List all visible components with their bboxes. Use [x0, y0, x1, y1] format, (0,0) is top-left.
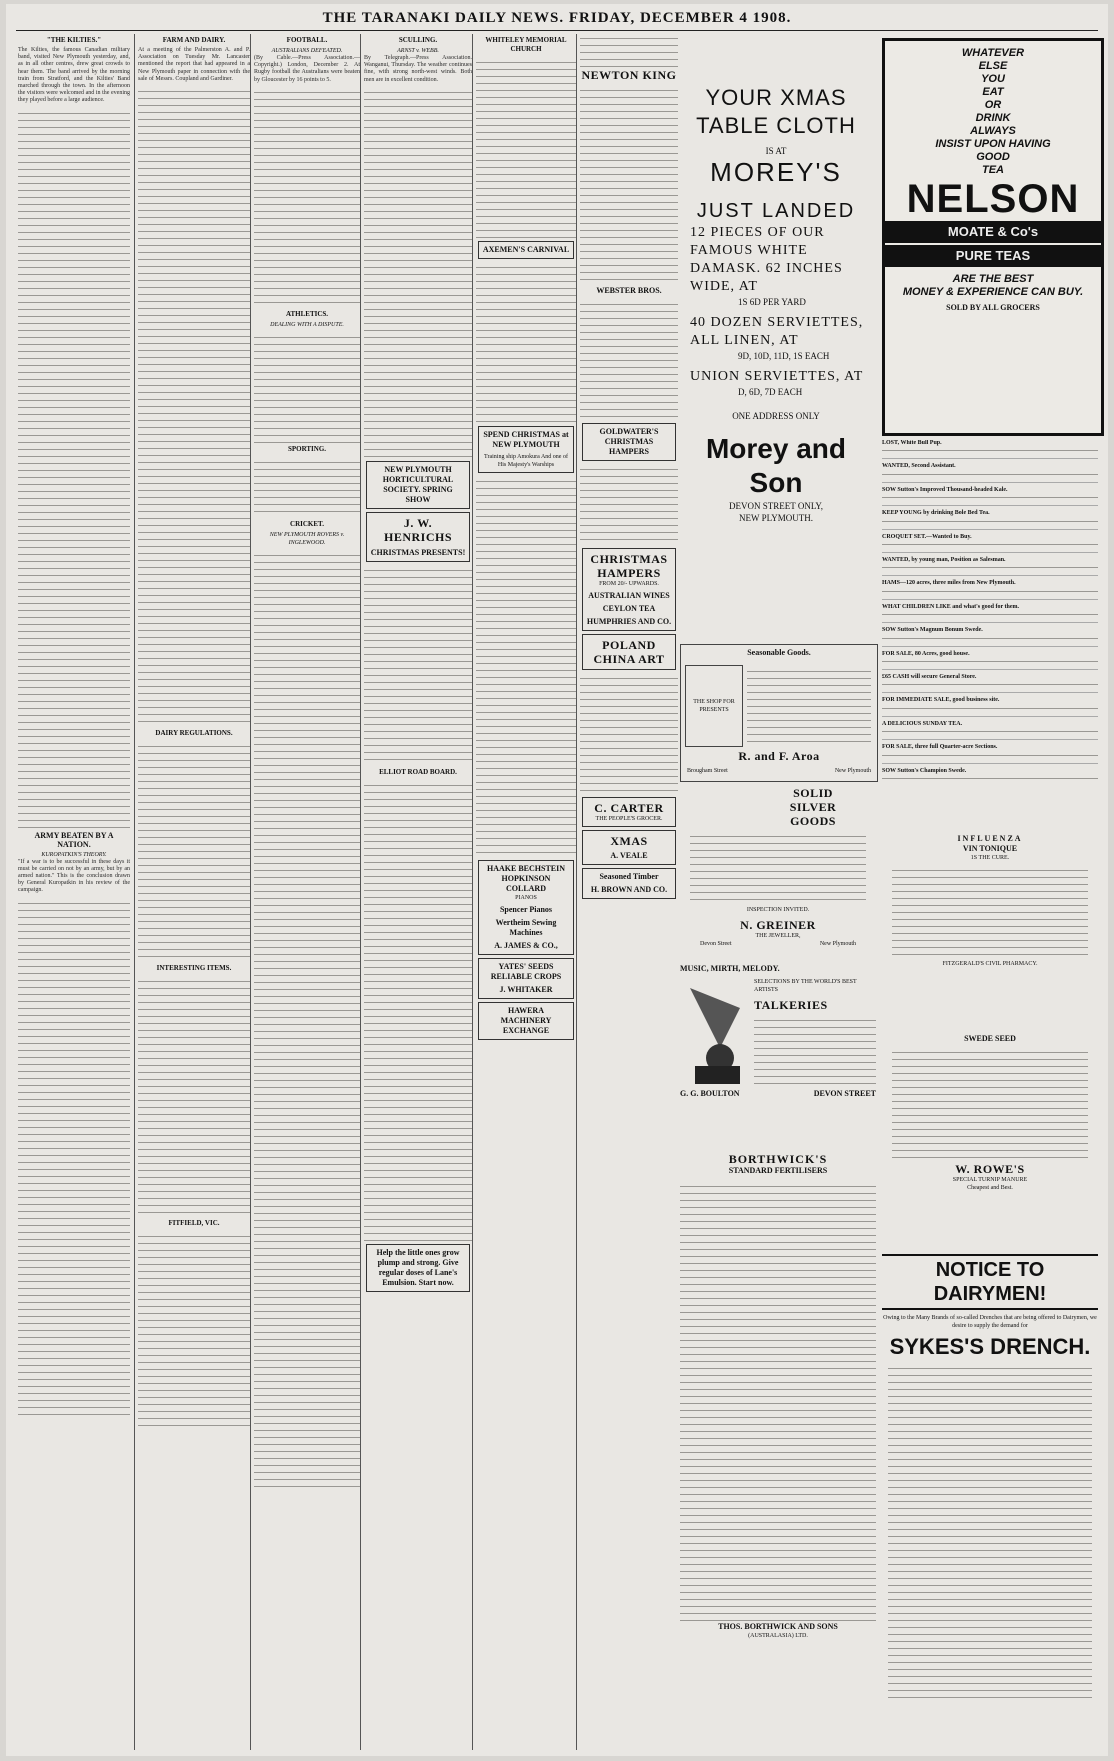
nelson-pure: PURE TEAS — [885, 245, 1101, 267]
nelson-are: ARE THE BEST — [952, 273, 1034, 285]
interesting-heading: INTERESTING ITEMS. — [156, 964, 232, 973]
column-ads-1 — [472, 34, 576, 1750]
classified-item: A DELICIOUS SUNDAY TEA. — [882, 721, 1098, 740]
horticultural-ad: NEW PLYMOUTH HORTICULTURAL SOCIETY. SPRING SHOW — [366, 461, 470, 509]
nelson-tea-ad: WHATEVER ELSE YOU EAT OR DRINK ALWAYS INSIST UPON HAVING GOOD TEA NELSON MOATE & Co's PURE TEAS ARE THE BEST MONEY & EXPERIENCE CAN BUY. SOLD BY ALL GROCERS — [882, 38, 1104, 436]
army-body: "If a war is to be successful in these days it must be carried on not by an army, but by an armed nation." This is the conclusion drawn by General Kuropatkin in his review of the campaign. — [18, 858, 130, 894]
morey-firm: Morey and Son — [705, 433, 847, 498]
classified-item: HAMS—120 acres, three miles from New Plymouth. — [882, 580, 1098, 599]
classified-item: FOR SALE, three full Quarter-acre Sections. — [882, 744, 1098, 763]
athletics-subheading: DEALING WITH A DISPUTE. — [270, 321, 344, 328]
morey-body1: 12 PIECES OF OUR FAMOUS WHITE DAMASK. 62 INCHES WIDE, AT — [690, 225, 843, 294]
influenza-ad: INFLUENZA VIN TONIQUE 1S THE CURE. FITZGERALD'S CIVIL PHARMACY. — [882, 834, 1098, 968]
sculling-body: By Telegraph.—Press Association. Wanganui, Thursday. The weather continues fine, with strong north-west winds. Both men are in excellent condition. — [364, 55, 472, 83]
yates-ad: YATES' SEEDS RELIABLE CROPS J. WHITAKER — [478, 958, 574, 999]
lanes-emulsion-ad: Help the little ones grow plump and strong. Give regular doses of Lane's Emulsion. Start now. — [366, 1244, 470, 1292]
timber-ad: Seasoned Timber H. BROWN AND CO. — [582, 868, 676, 899]
aroa-street: Brougham Street — [687, 768, 728, 774]
greiner-name: N. GREINER — [740, 918, 816, 932]
greiner-ad: SOLID SILVER GOODS INSPECTION INVITED. N. GREINER THE JEWELLER, Devon Street New Plymouth — [680, 786, 876, 948]
masthead: THE TARANAKI DAILY NEWS. FRIDAY, DECEMBER 4 1908. — [322, 10, 792, 26]
kilties-body: The Kilties, the famous Canadian military band, visited New Plymouth yesterday, and, as in all other centres, drew great crowds to hear them. The band arrived by the morning train from Stratford, and the Kilties' Band marched through the town. In the afternoon the visitors were welcomed and in the evening they played before a large audience. — [18, 47, 130, 104]
newspaper-page — [6, 4, 1108, 1756]
column-kilties — [18, 34, 130, 1750]
whiteley-heading: WHITELEY MEMORIAL CHURCH — [485, 36, 567, 53]
morey-line1: YOUR XMAS — [705, 85, 847, 110]
classified-item: FOR SALE, 80 Acres, good house. — [882, 651, 1098, 670]
nelson-brand: NELSON — [906, 177, 1080, 221]
morey-is: IS AT — [765, 146, 787, 156]
hawera-ad: HAWERA MACHINERY EXCHANGE — [478, 1002, 574, 1040]
seasonable-ad — [680, 644, 878, 782]
morey-ad — [678, 34, 874, 524]
classified-item: KEEP YOUNG by drinking Bole Bed Tea. — [882, 510, 1098, 529]
notice-title: NOTICE TO DAIRYMEN! — [882, 1254, 1098, 1310]
morey-price1: 1S 6D PER YARD — [738, 297, 806, 307]
sporting-heading: SPORTING. — [287, 444, 327, 453]
morey-addr1: DEVON STREET ONLY, — [728, 501, 824, 511]
morey-body3: UNION SERVIETTES, AT — [690, 369, 864, 384]
classified-item: CROQUET SET.—Wanted to Buy. — [882, 534, 1098, 553]
notice-brand: SYKES'S DRENCH. — [889, 1334, 1091, 1359]
masthead-rule — [16, 30, 1098, 31]
dairy-regulations-heading: DAIRY REGULATIONS. — [155, 729, 233, 738]
football-subheading: AUSTRALIANS DEFEATED. — [271, 48, 343, 54]
nelson-money: MONEY & EXPERIENCE CAN BUY. — [902, 286, 1084, 298]
classified-item: WANTED, Second Assistant. — [882, 463, 1098, 482]
classified-item: WHAT CHILDREN LIKE and what's good for them. — [882, 604, 1098, 623]
ads1-filler — [476, 477, 576, 857]
sculling-heading: SCULLING. — [398, 36, 438, 44]
axemen-ad: AXEMEN'S CARNIVAL — [478, 241, 574, 259]
sculling-subheading: ARNST v. WEBB. — [397, 48, 439, 54]
nelson-foot: SOLD BY ALL GROCERS — [946, 303, 1040, 312]
xmas-veale-ad: XMAS A. VEALE — [582, 830, 676, 865]
carter-ad: C. CARTER THE PEOPLE'S GROCER. — [582, 797, 676, 827]
notice-dairymen-ad: NOTICE TO DAIRYMEN! Owing to the Many Brands of so-called Drenches that are being offered to Dairymen, we desire to supply the demand for SYKES'S DRENCH. — [882, 1254, 1098, 1708]
poland-china-ad: POLAND CHINA ART — [582, 634, 676, 670]
classified-item: FOR IMMEDIATE SALE, good business site. — [882, 697, 1098, 716]
hampers-ad: CHRISTMAS HAMPERS FROM 20/- UPWARDS. AUSTRALIAN WINES CEYLON TEA HUMPHRIES AND CO. — [582, 548, 676, 631]
morey-line2: TABLE CLOTH — [696, 113, 856, 138]
classified-item: SOW Sutton's Magnum Bonum Swede. — [882, 627, 1098, 646]
pianos-ad: HAAKE BECHSTEIN HOPKINSON COLLARD PIANOS Spencer Pianos Wertheim Sewing Machines A. JAMES & CO., — [478, 860, 574, 955]
morey-price2: 9D, 10D, 11D, 1S EACH — [738, 351, 830, 361]
army-filler — [18, 899, 130, 1419]
swede-ad: SWEDE SEED W. ROWE'S SPECIAL TURNIP MANURE Cheapest and Best. — [882, 1034, 1098, 1192]
axemen-filler — [476, 263, 576, 423]
column-farm — [134, 34, 250, 1750]
farm-filler — [138, 87, 250, 727]
henrichs-ad: J. W. HENRICHS CHRISTMAS PRESENTS! — [366, 512, 470, 562]
classified-item: WANTED, by young man, Position as Salesman. — [882, 557, 1098, 576]
aroa-town: New Plymouth — [834, 768, 871, 774]
classified-list — [882, 440, 1098, 780]
cricket-filler — [254, 551, 360, 1491]
sculling-filler-3 — [364, 781, 472, 1241]
morey-store: MOREY'S — [710, 157, 842, 187]
cricket-heading: CRICKET. — [290, 519, 324, 528]
seasonable-title: Seasonable Goods. — [747, 648, 811, 657]
sporting-filler — [254, 458, 360, 518]
cricket-subheading: NEW PLYMOUTH ROVERS v. INGLEWOOD. — [269, 531, 345, 546]
elliot-road-heading: ELLIOT ROAD BOARD. — [379, 767, 457, 776]
newton-king-heading: NEWTON KING — [581, 68, 677, 82]
dairy-filler — [138, 742, 250, 962]
kilties-filler — [18, 109, 130, 829]
column-sculling — [360, 34, 472, 1750]
football-filler — [254, 88, 360, 308]
army-heading: ARMY BEATEN BY A NATION. — [34, 830, 114, 849]
music-ad: MUSIC, MIRTH, MELODY. SELECTIONS BY THE WORLD'S BEST ARTISTS TALKERIES G. G. BOULTON DEVON STREET — [680, 964, 876, 1098]
column-ads-2 — [576, 34, 678, 1750]
kilties-heading: "THE KILTIES." — [46, 36, 102, 44]
sculling-filler-2 — [364, 566, 472, 766]
webster-filler — [580, 300, 678, 420]
interesting-filler — [138, 977, 250, 1217]
nelson-maker: MOATE & Co's — [885, 221, 1101, 243]
morey-price3: D, 6D, 7D EACH — [738, 387, 803, 397]
football-heading: FOOTBALL. — [286, 36, 328, 44]
borthwick-ad: BORTHWICK'S STANDARD FERTILISERS THOS. BORTHWICK AND SONS (AUSTRALASIA) LTD. — [680, 1152, 876, 1640]
aroa-firm: R. and F. Aroa — [738, 749, 820, 763]
goldwater-ad: GOLDWATER'S CHRISTMAS HAMPERS — [582, 423, 676, 461]
gramophone-icon — [680, 978, 750, 1088]
football-body: (By Cable.—Press Association.—Copyright.) London, December 2. At Rugby football the Australians were beaten by Gloucester by 16 points to 5. — [254, 55, 360, 83]
morey-one-address: ONE ADDRESS ONLY — [732, 411, 820, 421]
spend-christmas-ad: SPEND CHRISTMAS at NEW PLYMOUTH Training ship Amokura And one of His Majesty's Warships — [478, 426, 574, 473]
morey-addr2: NEW PLYMOUTH. — [739, 513, 813, 523]
music-title: MUSIC, MIRTH, MELODY. — [680, 964, 780, 973]
morey-landed: JUST LANDED — [696, 200, 856, 222]
newton-filler — [580, 86, 678, 286]
classified-item: SOW Sutton's Improved Thousand-headed Kale. — [882, 487, 1098, 506]
sculling-filler — [364, 88, 472, 458]
farm-body: At a meeting of the Palmerston A. and P. Association on Tuesday Mr. Lancaster mentioned the report that had appeared in a New Plymouth paper in connection with the sale of Messrs. Coupland and Gardiner. — [138, 47, 250, 82]
morey-body2: 40 DOZEN SERVIETTES, ALL LINEN, AT — [690, 315, 864, 348]
army-subheading: KUROPATKIN'S THEORY. — [41, 851, 107, 858]
athletics-heading: ATHLETICS. — [285, 309, 329, 318]
shop-box: THE SHOP FOR PRESENTS — [685, 665, 743, 747]
fitfield-heading: FITFIELD, VIC. — [168, 1219, 220, 1228]
column-sport — [250, 34, 360, 1750]
farm-heading: FARM AND DAIRY. — [162, 36, 226, 44]
fitfield-filler — [138, 1232, 250, 1432]
athletics-filler — [254, 333, 360, 443]
classified-item: £65 CASH will secure General Store. — [882, 674, 1098, 693]
whiteley-filler — [476, 58, 576, 238]
classified-item: LOST, White Bull Pup. — [882, 440, 1098, 459]
webster-heading: WEBSTER BROS. — [596, 286, 662, 295]
classified-item: SOW Sutton's Champion Swede. — [882, 768, 1098, 780]
